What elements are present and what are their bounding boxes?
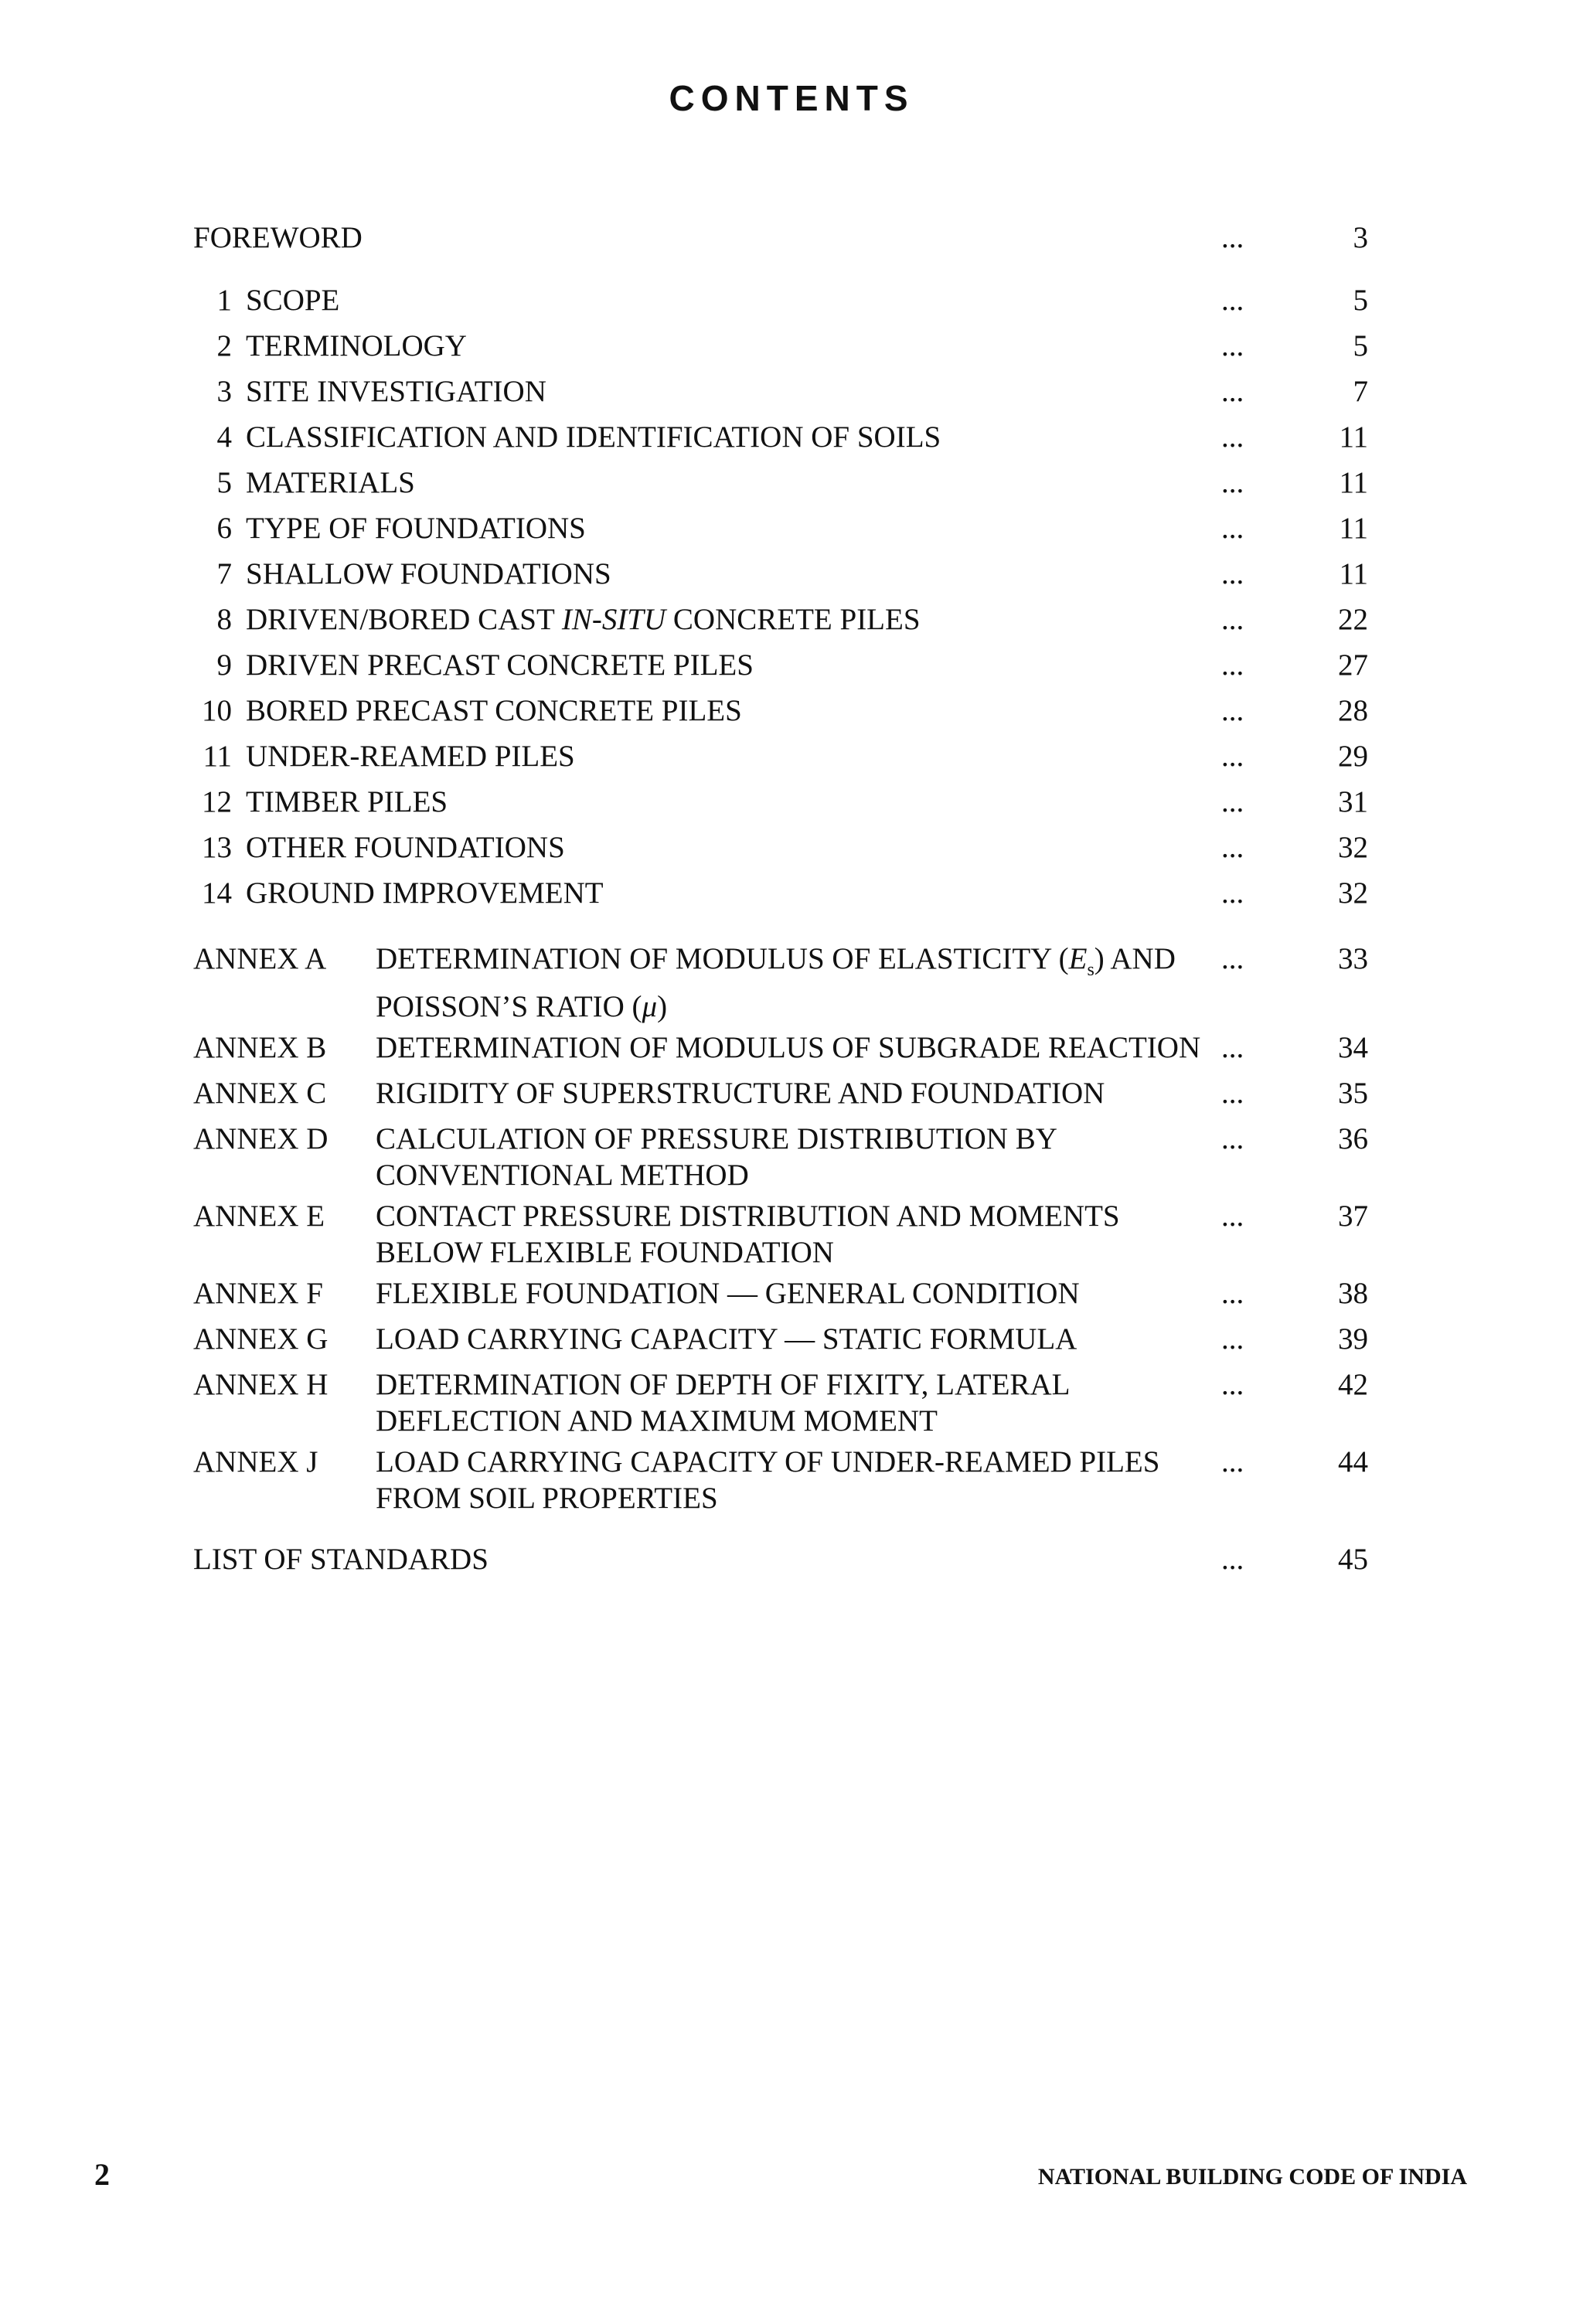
- toc-label-line: DETERMINATION OF DEPTH OF FIXITY, LATERAL: [376, 1367, 1071, 1401]
- toc-page-number: 11: [1339, 512, 1368, 545]
- toc-entry-annex-f[interactable]: [193, 1271, 1368, 1316]
- toc-entry-list-of-standards[interactable]: [193, 1536, 1368, 1582]
- toc-entry-section-13[interactable]: [193, 825, 1368, 870]
- toc-label-part: ) AND: [1094, 942, 1176, 975]
- toc-page-number: 11: [1339, 466, 1368, 499]
- toc-entry-annex-d[interactable]: [193, 1116, 1368, 1193]
- toc-label: SHALLOW FOUNDATIONS: [246, 557, 611, 590]
- toc-entry-section-12[interactable]: [193, 779, 1368, 825]
- toc-label: SITE INVESTIGATION: [246, 375, 546, 408]
- footer-publication-title: NATIONAL BUILDING CODE OF INDIA: [1037, 2164, 1467, 2190]
- toc-page-number: 35: [1338, 1076, 1368, 1110]
- leader-dots: ...: [1221, 1121, 1244, 1155]
- toc-section-number: 3: [216, 375, 232, 408]
- toc-annex-key: ANNEX B: [193, 1030, 327, 1064]
- toc-label-part: CONCRETE PILES: [666, 603, 921, 636]
- toc-label: SCOPE: [246, 284, 340, 317]
- toc-annex-key: ANNEX C: [193, 1076, 327, 1110]
- toc-label-line: CONVENTIONAL METHOD: [376, 1158, 749, 1192]
- toc-label: [376, 936, 1221, 1025]
- leader-dots: ...: [1221, 648, 1244, 682]
- toc-page-number: 45: [1338, 1542, 1368, 1576]
- toc-section-number: 2: [216, 329, 232, 362]
- toc-page-number: 22: [1338, 603, 1368, 636]
- leader-dots: ...: [1221, 221, 1244, 254]
- toc-label: GROUND IMPROVEMENT: [246, 876, 604, 910]
- toc-entry-annex-g[interactable]: [193, 1316, 1368, 1362]
- toc-page-number: 32: [1338, 876, 1368, 910]
- toc-label-part: ): [657, 989, 668, 1023]
- toc-label: BORED PRECAST CONCRETE PILES: [246, 694, 742, 727]
- toc-label-line: [376, 988, 1221, 1025]
- toc-section-number: 7: [216, 557, 232, 590]
- toc-annex-key: ANNEX G: [193, 1322, 329, 1356]
- toc-page-number: 7: [1353, 375, 1368, 408]
- toc-annex-key: ANNEX A: [193, 942, 327, 975]
- leader-dots: ...: [1221, 1076, 1244, 1110]
- toc-entry-section-11[interactable]: [193, 733, 1368, 779]
- toc-label-line: CONTACT PRESSURE DISTRIBUTION AND MOMENTS: [376, 1199, 1120, 1233]
- toc-section-number: 14: [202, 876, 232, 910]
- page-title: CONTENTS: [669, 78, 914, 118]
- toc-page-number: 5: [1353, 329, 1368, 362]
- toc-label: FLEXIBLE FOUNDATION — GENERAL CONDITION: [376, 1276, 1080, 1310]
- page-footer: [0, 2156, 1583, 2195]
- toc-page-number: 32: [1338, 831, 1368, 864]
- toc-entry-section-1[interactable]: [193, 277, 1368, 323]
- leader-dots: ...: [1221, 1322, 1244, 1356]
- toc-label-part: DRIVEN/BORED CAST: [246, 603, 562, 636]
- toc-entry-annex-j[interactable]: [193, 1439, 1368, 1516]
- toc-label-line: LOAD CARRYING CAPACITY OF UNDER-REAMED PILES: [376, 1444, 1160, 1478]
- table-of-contents: [193, 215, 1368, 1582]
- toc-label: MATERIALS: [246, 466, 415, 499]
- toc-page-number: 11: [1339, 557, 1368, 590]
- leader-dots: ...: [1221, 942, 1244, 975]
- toc-label: DRIVEN PRECAST CONCRETE PILES: [246, 648, 754, 682]
- math-variable: E: [1068, 942, 1088, 975]
- toc-entry-section-3[interactable]: [193, 369, 1368, 414]
- toc-label: [246, 597, 1221, 642]
- leader-dots: ...: [1221, 694, 1244, 727]
- toc-label: CLASSIFICATION AND IDENTIFICATION OF SOILS: [246, 420, 941, 454]
- toc-section-number: 11: [203, 740, 232, 773]
- toc-label-italic: IN-SITU: [561, 603, 666, 636]
- leader-dots: ...: [1221, 785, 1244, 818]
- toc-page-number: 38: [1338, 1276, 1368, 1310]
- toc-page-number: 44: [1338, 1444, 1368, 1478]
- toc-entry-annex-c[interactable]: [193, 1070, 1368, 1116]
- toc-label: UNDER-REAMED PILES: [246, 740, 575, 773]
- leader-dots: ...: [1221, 603, 1244, 636]
- toc-entry-section-9[interactable]: [193, 642, 1368, 688]
- toc-label: FOREWORD: [193, 221, 363, 254]
- leader-dots: ...: [1221, 876, 1244, 910]
- toc-section-number: 10: [202, 694, 232, 727]
- toc-label-line: CALCULATION OF PRESSURE DISTRIBUTION BY: [376, 1121, 1057, 1155]
- leader-dots: ...: [1221, 284, 1244, 317]
- leader-dots: ...: [1221, 375, 1244, 408]
- toc-annex-key: ANNEX D: [193, 1121, 329, 1155]
- leader-dots: ...: [1221, 1367, 1244, 1401]
- toc-page-number: 29: [1338, 740, 1368, 773]
- toc-page-number: 28: [1338, 694, 1368, 727]
- toc-entry-section-6[interactable]: [193, 505, 1368, 551]
- toc-annex-key: ANNEX H: [193, 1367, 329, 1401]
- toc-entry-section-4[interactable]: [193, 414, 1368, 460]
- toc-entry-section-8[interactable]: [193, 597, 1368, 642]
- toc-entry-section-2[interactable]: [193, 323, 1368, 369]
- toc-label: [376, 1439, 1221, 1516]
- math-variable: μ: [642, 989, 658, 1023]
- toc-page-number: 36: [1338, 1121, 1368, 1155]
- toc-section-number: 5: [216, 466, 232, 499]
- toc-page-number: 37: [1338, 1199, 1368, 1233]
- toc-entry-annex-h[interactable]: [193, 1362, 1368, 1439]
- toc-label-line: DEFLECTION AND MAXIMUM MOMENT: [376, 1404, 938, 1438]
- footer-page-number: 2: [94, 2157, 110, 2192]
- leader-dots: ...: [1221, 420, 1244, 454]
- leader-dots: ...: [1221, 557, 1244, 590]
- leader-dots: ...: [1221, 512, 1244, 545]
- toc-annex-key: ANNEX J: [193, 1444, 318, 1478]
- toc-label-part: DETERMINATION OF MODULUS OF ELASTICITY (: [376, 942, 1069, 975]
- toc-label-part: POISSON’S RATIO (: [376, 989, 642, 1023]
- toc-label: [376, 1116, 1221, 1193]
- toc-entry-annex-b[interactable]: [193, 1025, 1368, 1070]
- toc-section-number: 4: [216, 420, 232, 454]
- toc-label: [376, 1362, 1221, 1439]
- toc-section-number: 12: [202, 785, 232, 818]
- toc-entry-section-7[interactable]: [193, 551, 1368, 597]
- leader-dots: ...: [1221, 1276, 1244, 1310]
- toc-page-number: 39: [1338, 1322, 1368, 1356]
- toc-page-number: 11: [1339, 420, 1368, 454]
- toc-entry-annex-a[interactable]: [193, 936, 1368, 1025]
- toc-section-number: 9: [216, 648, 232, 682]
- toc-label-line: [376, 941, 1221, 988]
- leader-dots: ...: [1221, 329, 1244, 362]
- toc-entry-section-14[interactable]: [193, 870, 1368, 916]
- leader-dots: ...: [1221, 1199, 1244, 1233]
- toc-section-number: 6: [216, 512, 232, 545]
- toc-annex-key: ANNEX F: [193, 1276, 323, 1310]
- toc-page-number: 33: [1338, 942, 1368, 975]
- toc-section-number: 8: [216, 603, 232, 636]
- toc-label: LIST OF STANDARDS: [193, 1542, 489, 1576]
- toc-entry-annex-e[interactable]: [193, 1193, 1368, 1271]
- leader-dots: ...: [1221, 831, 1244, 864]
- toc-label-line: BELOW FLEXIBLE FOUNDATION: [376, 1235, 834, 1269]
- toc-page-number: 42: [1338, 1367, 1368, 1401]
- leader-dots: ...: [1221, 1030, 1244, 1064]
- toc-label: DETERMINATION OF MODULUS OF SUBGRADE REACTION: [376, 1030, 1201, 1064]
- toc-label: TERMINOLOGY: [246, 329, 467, 362]
- math-subscript: s: [1087, 959, 1094, 980]
- toc-annex-key: ANNEX E: [193, 1199, 325, 1233]
- toc-label: RIGIDITY OF SUPERSTRUCTURE AND FOUNDATION: [376, 1076, 1105, 1110]
- toc-label-line: FROM SOIL PROPERTIES: [376, 1481, 718, 1515]
- toc-section-number: 1: [216, 284, 232, 317]
- leader-dots: ...: [1221, 740, 1244, 773]
- toc-label: LOAD CARRYING CAPACITY — STATIC FORMULA: [376, 1322, 1077, 1356]
- toc-entry-section-5[interactable]: [193, 460, 1368, 505]
- toc-label: TYPE OF FOUNDATIONS: [246, 512, 586, 545]
- toc-page-number: 5: [1353, 284, 1368, 317]
- toc-entry-foreword[interactable]: [193, 215, 1368, 260]
- toc-label: TIMBER PILES: [246, 785, 448, 818]
- toc-page-number: 34: [1338, 1030, 1368, 1064]
- toc-page-number: 3: [1353, 221, 1368, 254]
- toc-page-number: 31: [1338, 785, 1368, 818]
- leader-dots: ...: [1221, 1444, 1244, 1478]
- leader-dots: ...: [1221, 1542, 1244, 1576]
- toc-page-number: 27: [1338, 648, 1368, 682]
- toc-entry-section-10[interactable]: [193, 688, 1368, 733]
- toc-label: OTHER FOUNDATIONS: [246, 831, 565, 864]
- leader-dots: ...: [1221, 466, 1244, 499]
- toc-section-number: 13: [202, 831, 232, 864]
- toc-label: [376, 1193, 1221, 1271]
